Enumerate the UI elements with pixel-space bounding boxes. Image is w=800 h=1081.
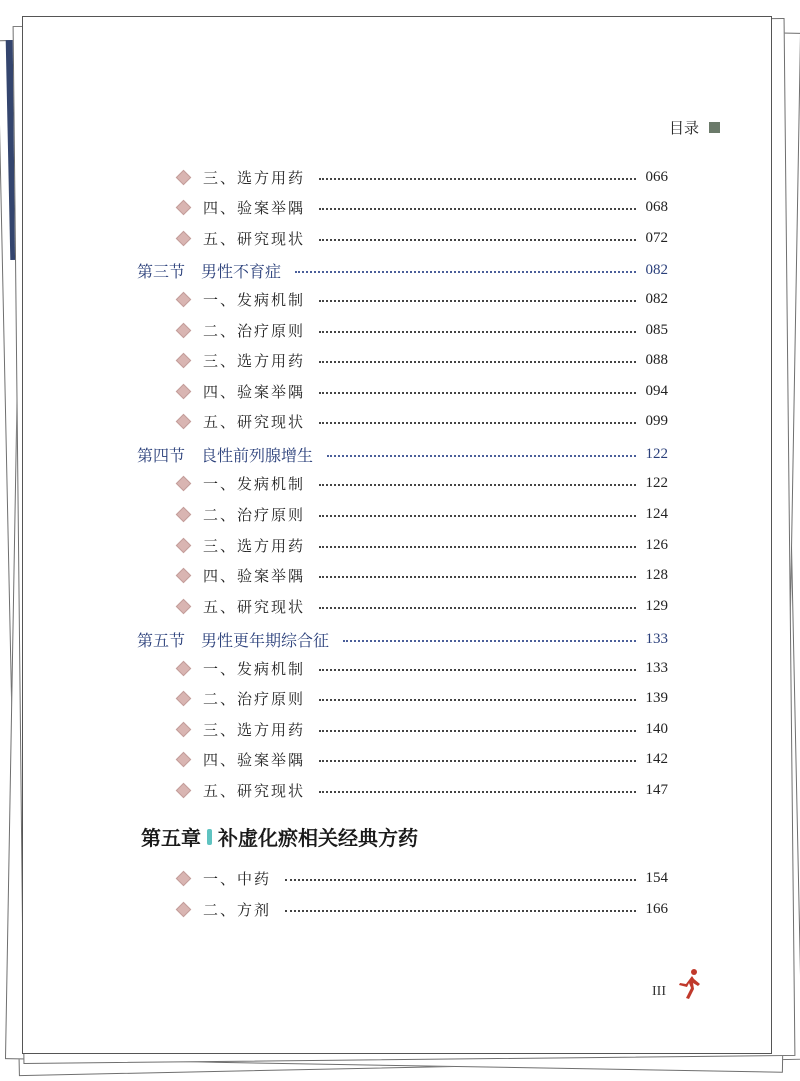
toc-item-row[interactable] (176, 165, 668, 189)
toc-item-row[interactable] (176, 717, 668, 741)
toc-item-title: 二、方剂 (203, 900, 272, 919)
toc-item-title: 四、验案举隅 (203, 198, 306, 217)
diamond-bullet-icon (176, 537, 192, 553)
dot-leader (319, 515, 635, 517)
diamond-bullet-icon (176, 322, 192, 338)
toc-page-number: 142 (645, 750, 668, 767)
square-icon (709, 122, 720, 133)
dot-leader (319, 760, 635, 762)
diamond-bullet-icon (176, 690, 192, 706)
diamond-bullet-icon (176, 352, 192, 368)
toc-item-row[interactable] (176, 866, 668, 890)
diamond-bullet-icon (176, 199, 192, 215)
diamond-bullet-icon (176, 660, 192, 676)
toc-item-row[interactable] (176, 747, 668, 771)
toc-page-number: 082 (645, 261, 668, 278)
diamond-bullet-icon (176, 870, 192, 886)
toc-item-title: 四、验案举隅 (203, 566, 306, 585)
toc-page-number: 099 (645, 412, 668, 429)
toc-page-number: 124 (645, 505, 668, 522)
toc-page-number: 088 (645, 351, 668, 368)
diamond-bullet-icon (176, 475, 192, 491)
toc-item-row[interactable] (176, 195, 668, 219)
toc-page-number: 128 (645, 566, 668, 583)
section-name: 男性不育症 (201, 261, 282, 281)
diamond-bullet-icon (176, 506, 192, 522)
diamond-bullet-icon (176, 901, 192, 917)
dot-leader (319, 392, 635, 394)
diamond-bullet-icon (176, 413, 192, 429)
diamond-bullet-icon (176, 598, 192, 614)
dot-leader (319, 422, 635, 424)
toc-item-row[interactable] (176, 897, 668, 921)
toc-section-row[interactable] (137, 442, 668, 466)
dot-leader (295, 271, 635, 273)
toc-page-number: 133 (645, 630, 668, 647)
dot-leader (319, 730, 635, 732)
page-footer (652, 968, 704, 1000)
toc-section-row[interactable] (137, 627, 668, 651)
toc-item-title: 一、中药 (203, 869, 272, 888)
section-number: 第三节 (137, 261, 186, 281)
toc-item-title: 二、治疗原则 (203, 505, 306, 524)
toc-item-row[interactable] (176, 409, 668, 433)
toc-page-number: 166 (645, 900, 668, 917)
toc-item-title: 一、发病机制 (203, 474, 306, 493)
chapter-title: 补虚化瘀相关经典方药 (218, 826, 418, 850)
toc-item-title: 三、选方用药 (203, 168, 306, 187)
diamond-bullet-icon (176, 383, 192, 399)
toc-item-row[interactable] (176, 348, 668, 372)
running-header (669, 117, 720, 138)
toc-item-title: 四、验案举隅 (203, 750, 306, 769)
toc-item-row[interactable] (176, 594, 668, 618)
diamond-bullet-icon (176, 782, 192, 798)
toc-item-row[interactable] (176, 778, 668, 802)
toc-item-title: 二、治疗原则 (203, 321, 306, 340)
toc-page-number: 147 (645, 781, 668, 798)
toc-item-row[interactable] (176, 287, 668, 311)
toc-item-row[interactable] (176, 226, 668, 250)
toc-item-title: 三、选方用药 (203, 536, 306, 555)
dot-leader (319, 208, 635, 210)
toc-item-row[interactable] (176, 686, 668, 710)
dot-leader (319, 546, 635, 548)
toc-item-row[interactable] (176, 379, 668, 403)
toc-item-row[interactable] (176, 656, 668, 680)
dot-leader (319, 331, 635, 333)
dot-leader (327, 455, 635, 457)
header-title: 目录 (668, 119, 699, 137)
toc-section-title (137, 628, 329, 651)
toc-section-row[interactable] (137, 258, 668, 282)
diamond-bullet-icon (176, 751, 192, 767)
toc-page-number: 082 (645, 290, 668, 307)
toc-page-number: 066 (645, 168, 668, 185)
toc-item-row[interactable] (176, 563, 668, 587)
toc-item-title: 五、研究现状 (203, 412, 306, 431)
bar-icon (207, 829, 212, 845)
diamond-bullet-icon (176, 567, 192, 583)
dot-leader (319, 239, 635, 241)
section-name: 良性前列腺增生 (201, 445, 314, 465)
dot-leader (319, 669, 635, 671)
toc-page-number: 094 (645, 382, 668, 399)
dot-leader (319, 361, 635, 363)
dot-leader (319, 484, 635, 486)
runner-icon (674, 968, 704, 1000)
diamond-bullet-icon (176, 230, 192, 246)
chapter-number: 第五章 (141, 826, 201, 850)
toc-item-title: 五、研究现状 (203, 597, 306, 616)
dot-leader (343, 640, 635, 642)
dot-leader (319, 791, 635, 793)
toc-page-number: 140 (645, 720, 668, 737)
toc-item-title: 二、治疗原则 (203, 689, 306, 708)
toc-item-row[interactable] (176, 318, 668, 342)
toc-page-number: 154 (645, 869, 668, 886)
section-number: 第五节 (137, 630, 186, 650)
diamond-bullet-icon (176, 291, 192, 307)
dot-leader (319, 699, 635, 701)
toc-item-title: 五、研究现状 (203, 229, 306, 248)
toc-item-row[interactable] (176, 502, 668, 526)
toc-section-title (137, 443, 313, 466)
toc-item-title: 三、选方用药 (203, 351, 306, 370)
toc-item-title: 三、选方用药 (203, 720, 306, 739)
dot-leader (319, 300, 635, 302)
section-name: 男性更年期综合征 (201, 630, 330, 650)
dot-leader (285, 879, 635, 881)
toc-item-row[interactable] (176, 471, 668, 495)
toc-page-number: 085 (645, 321, 668, 338)
toc-page-number: 122 (645, 474, 668, 491)
section-number: 第四节 (137, 445, 186, 465)
toc-page-number: 068 (645, 198, 668, 215)
toc-page-number: 129 (645, 597, 668, 614)
toc-item-row[interactable] (176, 533, 668, 557)
toc-item-title: 一、发病机制 (203, 290, 306, 309)
toc-item-title: 四、验案举隅 (203, 382, 306, 401)
toc-section-title (137, 259, 281, 282)
diamond-bullet-icon (176, 169, 192, 185)
toc-page-number: 072 (645, 229, 668, 246)
chapter-heading (141, 822, 418, 851)
page-number: III (652, 984, 666, 999)
toc-page-number: 126 (645, 536, 668, 553)
diamond-bullet-icon (176, 721, 192, 737)
dot-leader (319, 178, 635, 180)
dot-leader (319, 607, 635, 609)
toc-item-title: 一、发病机制 (203, 659, 306, 678)
toc-item-title: 五、研究现状 (203, 781, 306, 800)
toc-page-number: 133 (645, 659, 668, 676)
toc-page-number: 122 (645, 445, 668, 462)
dot-leader (319, 576, 635, 578)
toc-page-number: 139 (645, 689, 668, 706)
dot-leader (285, 910, 635, 912)
